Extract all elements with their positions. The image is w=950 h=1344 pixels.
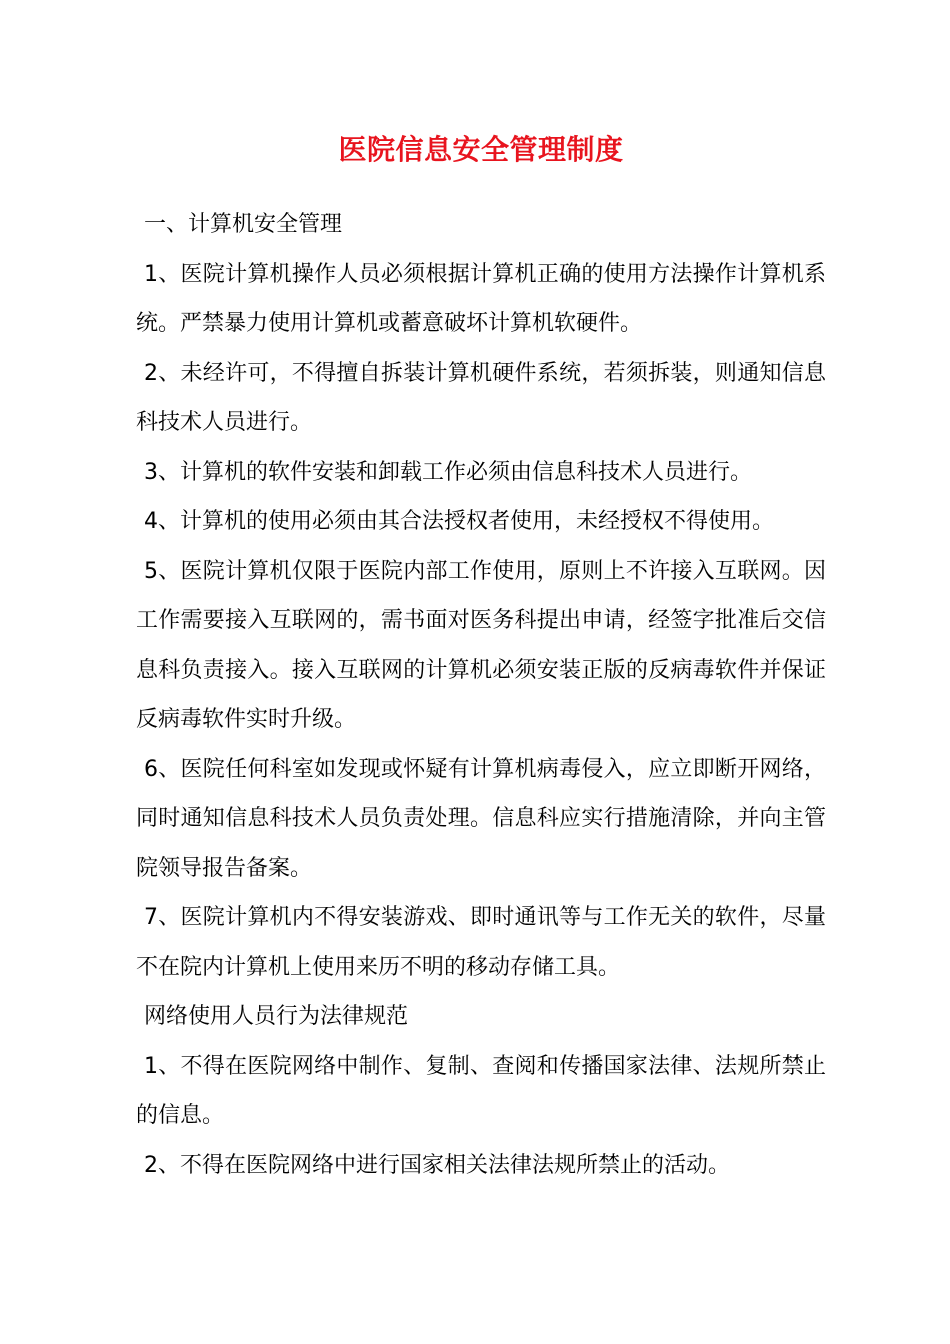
paragraph-rule-4: 4、计算机的使用必须由其合法授权者使用，未经授权不得使用。 (144, 509, 774, 534)
paragraph-rule-7: 7、医院计算机内不得安装游戏、即时通讯等与工作无关的软件，尽量不在院内计算机上使用来历不明的移动存储工具。 (136, 905, 826, 980)
section-heading-network-conduct: 网络使用人员行为法律规范 (144, 1004, 409, 1029)
paragraph-network-rule-2: 2、不得在医院网络中进行国家相关法律法规所禁止的活动。 (144, 1152, 730, 1178)
paragraph-rule-1: 1、医院计算机操作人员必须根据计算机正确的使用方法操作计算机系统。严禁暴力使用计算机或蓄意破坏计算机软硬件。 (136, 261, 826, 336)
document-page (136, 128, 826, 1190)
paragraph-rule-6: 6、医院任何科室如发现或怀疑有计算机病毒侵入，应立即断开网络，同时通知信息科技术人员负责处理。信息科应实行措施清除，并向主管院领导报告备案。 (136, 756, 826, 881)
paragraph-rule-3: 3、计算机的软件安装和卸载工作必须由信息科技术人员进行。 (144, 459, 752, 485)
section-heading-computer-security: 一、计算机安全管理 (144, 212, 343, 237)
paragraph-network-rule-1: 1、不得在医院网络中制作、复制、查阅和传播国家法律、法规所禁止的信息。 (136, 1053, 826, 1128)
document-title: 医院信息安全管理制度 (338, 133, 624, 166)
paragraph-rule-2: 2、未经许可，不得擅自拆装计算机硬件系统，若须拆装，则通知信息科技术人员进行。 (136, 360, 826, 435)
paragraph-rule-5: 5、医院计算机仅限于医院内部工作使用，原则上不许接入互联网。因工作需要接入互联网的，需书面对医务科提出申请，经签字批准后交信息科负责接入。接入互联网的计算机必须安装正版的反病毒软件并保证反病毒软件实时升级。 (136, 558, 826, 732)
